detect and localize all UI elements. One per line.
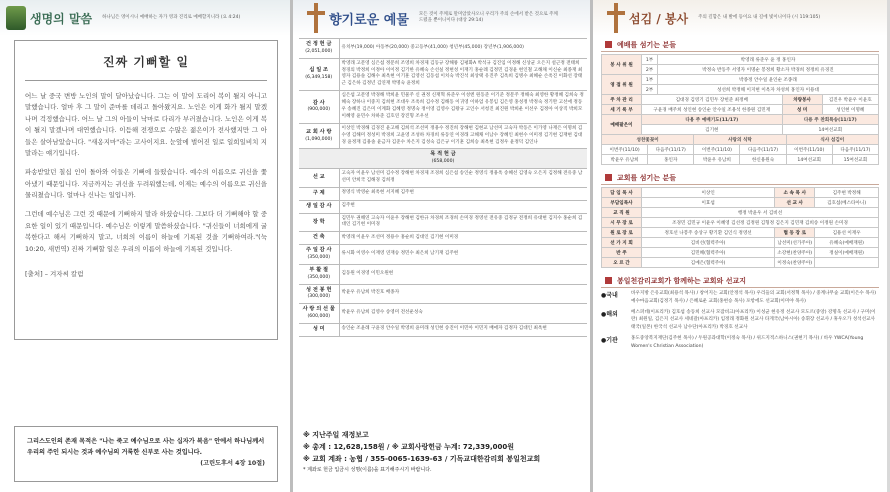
offering-amount: (658,000) [431,159,455,165]
mission-category: ●국내 [601,292,618,299]
summary-title: ※ 지난주일 재정보고 [303,431,369,439]
offering-label [299,169,339,188]
offering-names: 심은섭 고문영 박경해 박희윤 민물주 신 권정 신재혁 류준우 이성엔 원동준 이기준 정문주 정해숙 최영한 황정혜 김희숙 정혜숙 장하나 이중지 김희현 조대우 조옥희 김수정 김해동 이귀영 이하엄 유봉임 김은영 홍성정 박정숙 정기완 고선애 정동우 송혜진 김은미 이계화 김혜영 정명숙 정이영 김영수 김왕규 고인수 서청진 최진원 박희운 이선우 김정아 이상직 박희모 이혜영 윤민수 차하준 김호연 장진형 조우선 [339,91,587,124]
cross-icon [607,3,625,33]
word-title: 생명의 말씀 [30,11,93,26]
offering-label [299,284,339,304]
purpose-text: 그리스도인의 존재 목적은 "나는 죽고 예수님으로 사는 십자가 복음" 안에서 하나님께서 우리의 주인 되시는 것과 예수님의 거룩한 신부로 사는 것입니다. [27,438,265,456]
cell: 구윤경 배주희 성인현 송인순 안수일 조용석 한종원 김민재 [642,105,783,115]
cell: 박윤우 유남희 [602,155,648,165]
offering-row [299,123,587,149]
offering-row [299,187,587,200]
offering-label-text: 선 교 [312,174,325,181]
offering-label-text: 십 일 조 [309,67,329,74]
offering-row [299,91,587,124]
offering-label-text: 성 미 [312,325,325,332]
sermon-title: 진짜 기뻐할 일 [103,55,189,69]
cell: 김용선 이재우 [815,228,879,238]
cell: 김민혜(협력주아) [642,248,775,258]
offering-label [299,91,339,124]
offering-names: 김주현 [339,200,587,213]
cell: 정호선 나봉주 송상구 황기환 김인식 정영선 [642,228,775,238]
mission-title: 봉일천감리교회가 함께하는 교회와 선교지 [601,274,879,288]
sermon-paragraph: 어느 날 중국 변방 노인의 말이 달아났습니다. 그는 이 말이 도리어 복이 될지 아니고 말했습니다. 얼마 후 그 말이 준마를 데리고 돌아왔지요. 노인은 이게 화가 될지 말겠나며 걱정했습니다. 어느 날 그의 아들이 낙마로 다리가 부러졌습니다. 노인은 이게 복이 될지 말겠나며 대연했습니다. 이듬해 전쟁으로 수많은 젊은이가 전사했지만 그 아들은 살아남았습니다. "새옹지마"라는 고사이지요. 눈앞에 벌어진 일로 일희일비치 지 말라는 얘기입니다. [25,92,267,157]
cell: 유혜숙(예배재원) [815,238,879,248]
cell: 봉 사 위 원 [602,55,642,75]
offering-amount: (900,000) [307,107,331,113]
cell: 이번주(11/10) [786,145,832,155]
cell: 김진우 박윤우 이윤호 [822,95,878,105]
cell: 김기현 [642,125,783,135]
offering-names: 김민두 권해연 고숙자 이윤우 장해현 김한규 차경희 조경희 손미경 정영선 전유중 김정규 전정희 유대현 김지수 홍순희 김대인 김기현 이미경 [339,213,587,232]
servant-row [602,218,879,228]
sermon-source: [출처] – 겨자씨 칼럼 [25,269,84,278]
mission-category: ●해외 [601,310,618,318]
offering-label [299,245,339,265]
offering-label [299,213,339,232]
cell: 1부 [642,55,658,65]
offering-label [299,304,339,324]
offering-names: 송인순 조윤례 구윤경 안수일 박영희 윤미래 성인현 송진이 이민아 이민지 배애자 김정자 김대인 최옥현 [339,323,587,336]
offering-label-text: 생 일 감 사 [306,202,332,209]
cell: 2부 [642,65,658,75]
cell: 선 가 지 회 [602,238,642,248]
cell: 김예은(협력주아) [642,258,775,268]
page-service [593,0,887,492]
offering-label-text: 목 적 헌 금 [430,151,456,158]
offering-row [299,213,587,232]
servant-table [601,187,879,268]
offering-names: 박영래 이윤우 조선미 정용수 홍순희 김대인 김기현 이미경 [339,232,587,245]
cell: 2부 [642,85,658,95]
cell: 성선희 박정해 이지현 이옥자 차성희 홍인자 이용대 [658,85,879,95]
offering-amount: (600,000) [307,313,331,319]
cell: 행정 박윤우 서 김비선 [642,208,879,218]
servant-row [602,228,879,238]
cell: 협 동 장 로 [775,228,815,238]
cell: 김주현 박정해 [815,188,879,198]
offering-names: 이상인 박경해 김경진 윤고해 김희석 조선미 정용수 정진희 장해현 김현교 남선미 고숙자 박동은 이가영 나재은 이명희 김수영 김해미 정성미 박경희 고윤영 조성하 차경희 류동연 이경래 고해채 이남수 장혜인 최현수 이미정 김기현 김재현 김대경 윤정재 김용솔 윤금자 김준수 차은지 김성숙 김은규 이기훈 김희승 최옥현 김정우 윤정덕 김인나 [339,123,587,149]
offering-row [299,149,587,169]
cell: 주 차 관 리 [602,95,642,105]
cell: 한신용원숙 [740,155,786,165]
servant-row [602,238,879,248]
cell: 이상인 [642,188,775,198]
offering-names: 유치부(19,000) 아동부(20,000) 중고등부(41,000) 청년부(45,000) 장년부(1,906,000) [339,39,587,59]
servant-row [602,208,879,218]
mission-row [601,290,879,306]
offering-header [293,0,590,36]
sermon-box [14,40,278,340]
cell: 이정숙(찬양주아) [775,258,815,268]
cell: 박영래 류준우 윤 정 홍인자 [658,55,879,65]
offering-label [299,323,339,336]
offering-label-text: 주 일 감 사 [306,247,332,254]
mission-row [601,309,879,332]
cell: 14여선교회 [786,155,832,165]
cell: 다용 주 찬회특송(11/17) [782,115,878,125]
cell: 소 속 목 사 [775,188,815,198]
cell: 다음주(11/17) [648,145,694,155]
offering-table [299,38,587,337]
sermon-paragraph: 그런데 예수님은 그런 것 때문에 기뻐하지 말라 하셨습니다. 그보다 더 기뻐해야 할 중요한 일이 있기 때문입니다. 예수님은 이렇게 말씀하셨습니다. "귀신들이 너희에게 굴복한다고 해서 기뻐하지 말고, 너희의 이름이 하늘에 기록된 것을 기뻐하여라."(눅 10:20, 새번역) 진짜 기뻐할 일은 우리의 이름이 하늘에 기록된 것입니다. [25,210,267,253]
cell: 식사 섬김이 [786,135,878,145]
cell: 세 기 록 부 [602,105,642,115]
cell: 교 직 원 [602,208,642,218]
offering-row [299,232,587,245]
servant-row [602,258,879,268]
mission-items: 홍도중앙복지재단(김주현 목사) / 두원공과대학(이정숙 목사) / 위드지적스하니스(권현기 목사) / 바우 YWCA(Young Women's Christian Association) [631,335,864,349]
offering-amount: (1,090,000) [305,136,333,142]
offering-row [299,169,587,188]
offering-names: 류시화 이영수 이재영 연재승 정민수 최은희 남기재 김주현 [339,245,587,265]
cell: 영 접 위 원 [602,75,642,95]
cell: 박정숙 반동주 서영자 이명순 봉정희 황소자 박경희 정정희 유경진 [658,65,879,75]
offering-label [299,200,339,213]
offering-row [299,304,587,324]
cell: 홍인자 [648,155,694,165]
cell: 담 임 목 사 [602,188,642,198]
word-quote: 하나님은 영이시니 예배하는 자가 영과 진리로 예배할지니라 (요 4:24) [102,14,241,20]
cell: 이번주(11/10) [602,145,648,155]
offering-label-text: 장 학 [312,218,325,225]
offering-label-text: 구 제 [312,189,325,196]
offering-label-text: 부 활 절 [309,266,329,273]
offering-label [299,123,339,149]
cell: 성 미 [782,105,822,115]
worship-table [601,54,879,135]
offering-amount: (300,000) [307,294,331,300]
mission-row [601,335,879,351]
cell: 김대경 김영기 김민두 장헌준 최정배 [642,95,783,105]
cell: 박종정 안수일 윤인순 조종래 [658,75,879,85]
cell: 반 주 [602,248,642,258]
church-servants-title: 교회를 섬기는 분들 [601,171,879,185]
cell: 사랑의 식탁 [694,135,786,145]
offering-row [299,323,587,336]
divider [25,80,267,81]
cell: 1부 [642,75,658,85]
cell: 선 교 사 [775,198,815,208]
servant-row [602,188,879,198]
cell: 시 무 장 로 [602,218,642,228]
cell: 김호섭(베스타아니) [815,198,879,208]
cell: 오 르 간 [602,258,642,268]
page-offering [293,0,593,492]
cell: 차량봉사 [782,95,822,105]
mission-category: ●기관 [601,336,618,344]
cell: 소강현(찬양주아) [775,248,815,258]
offering-row [299,284,587,304]
offering-label-text: 건 정 헌 금 [306,41,332,47]
meal-table [601,134,879,165]
offering-names: 정영식 박영순 최옥현 서지혜 김주현 [339,187,587,200]
mission-list [601,290,879,351]
offering-row [299,264,587,284]
cell: 예배팥은이 [602,115,642,135]
offering-quote: 모든 것이 주께로 말미암았사오니 우리가 주의 손에서 받은 것으로 주께 드렸을 뿐이니이다 (대상 29:14) [418,11,558,23]
cell: 정실이(예배재원) [815,248,879,258]
mission-items: 베스퍼데(이프리카) 김호섭 송동희 선교사 모잠비크(아프리카) 이성균 현유정 선교사 모도르(중앙) 강명욱 선교사 / 구미(이란) 최원일, 김은지 선교사 세네갈(아프리카) 임정래 정화원 선교사 타게국(남아시아) 송휘장 선교사 / 휴우오가 성석선교사 태국(일본) 한국석 선교사 남수단(아프리카) 박경호 선교사 [631,309,876,331]
offering-amount: (350,000) [307,274,331,280]
cell: 15여선교회 [832,155,878,165]
offering-row [299,245,587,265]
cell: 이번주(11/10) [694,145,740,155]
offering-amount: (6,349,158) [305,74,333,80]
summary-total: ※ 총계 : 12,628,158원 / ※ 교회사랑헌금 누계: 72,339,000원 [303,443,514,451]
purpose-ref: (고린도후서 4장 10절) [200,460,265,468]
offering-names: 박영래 고문영 심은섭 정문희 조영희 차경제 김동규 장해룡 김평화A 박석규 김진임 이정해 신상균 오은지 설근정 전태희 정경의 박정희 이정아 이이정 김기한 유혜숙 손선실 정현성 이재기 홍순례 김정민 김경윤 현인철 고해채 이신순 최종재 최영자 김용솔 김해수 최옥현 이기훈 김영선 김동섭 이치숙 박진석 최상택 유진주 김옥희 김병수 최혜순 손옥진 이화선 장태근 김은하 김정년 김연재 박명숙 윤정희 [339,58,587,91]
offering-label [299,187,339,200]
cell: 다음주(11/17) [740,145,786,155]
summary-note: * 계좌로 헌금 입금시 성명(이름)을 표기해주시기 바랍니다. [303,467,432,473]
offering-label [299,39,339,59]
offering-row [299,200,587,213]
cell: 부담임목사 [602,198,642,208]
offering-amount: (2,051,000) [305,48,333,54]
offering-label [299,149,587,169]
cell: 박윤우 유남희 [694,155,740,165]
finance-summary [303,430,583,475]
offering-names: 박윤우 유남희 김영수 송영미 전선운성숙 [339,304,587,324]
offering-row [299,39,587,59]
cell: 이효섭 [642,198,775,208]
offering-names: 박윤우 유남희 박진호 배종자 [339,284,587,304]
cell: 성인현 이명혜 [822,105,878,115]
summary-account: ※ 교회 계좌 : 농협 / 355-0065-1639-63 / 기독교대한감리회 봉일천교회 [303,455,541,463]
word-header [0,0,290,36]
offering-label-text: 건 축 [312,234,325,241]
cross-icon [307,3,325,33]
cell: 남선미(선가주아) [775,238,815,248]
cell: 성찬꽃꽂이 [602,135,694,145]
cell: 14여선교회 [782,125,878,135]
offering-label-text: 사 랑 의 선 물 [302,306,335,313]
service-quote: 주의 길함은 내 발에 등이요 내 길에 빛이니이다 (시 119:105) [698,14,821,20]
offering-label [299,58,339,91]
cell: 다용 주 예배기도(11/17) [642,115,783,125]
cell [815,258,879,268]
offering-amount: (350,000) [307,254,331,260]
page-word [0,0,293,492]
offering-label-text: 성 전 봉 헌 [306,286,332,293]
cell: 다음주(11/17) [832,145,878,155]
offering-label-text: 감 사 [312,99,325,106]
servant-row [602,198,879,208]
offering-row [299,58,587,91]
cell: 김비선(협력주아) [642,238,775,248]
offering-label-text: 교 회 사 랑 [306,128,332,135]
leaf-icon [6,6,26,30]
mission-items: 바우지방 은유교회(최용석 목사) / 창어지는 교회(안정석 목사) 우리들의 교회(서정혁 목사) / 중계나무숲 교회(이은수 목사) 예수마음교회(김정기 목사) / 은혜로운 교회(홍현승 목사) 포항에도 선교회(이미야 목사) [631,291,876,304]
service-header [593,0,887,36]
purpose-box [14,426,278,482]
offering-table-wrap [299,38,587,337]
worship-servants-title: 예배를 섬기는 분들 [601,38,879,52]
servant-row [602,248,879,258]
sermon-paragraph: 파송받았던 칠십 인이 돌아와 이들은 기뻐에 들떴습니다. 예수의 이름으로 귀신을 쫓아냈기 때문입니다. 지금까지는 귀신을 두려워했는데, 이제는 예수의 이름으로 귀신을 물리쳤습니다. 얼마나 신나는 일입니까. [25,168,267,199]
cell: 조경민 김민규 이윤우 이혜영 김선정 김정원 김형정 김은지 김민재 김희송 이정원 손미경 [642,218,879,228]
service-title: 섬김 / 봉사 [629,11,689,26]
offering-names: 김동원 이경영 이민오원현 [339,264,587,284]
offering-title: 향기로운 예물 [329,12,409,28]
offering-names: 고숙자 이윤우 남선미 김수정 장해현 차경제 조경희 심은섭 송인순 정영식 정용옥 송혜선 김영숙 오은지 김정해 전유중 남선미 안희국 김해경 김희정 [339,169,587,188]
cell: 원 로 장 로 [602,228,642,238]
offering-label [299,232,339,245]
offering-label [299,264,339,284]
